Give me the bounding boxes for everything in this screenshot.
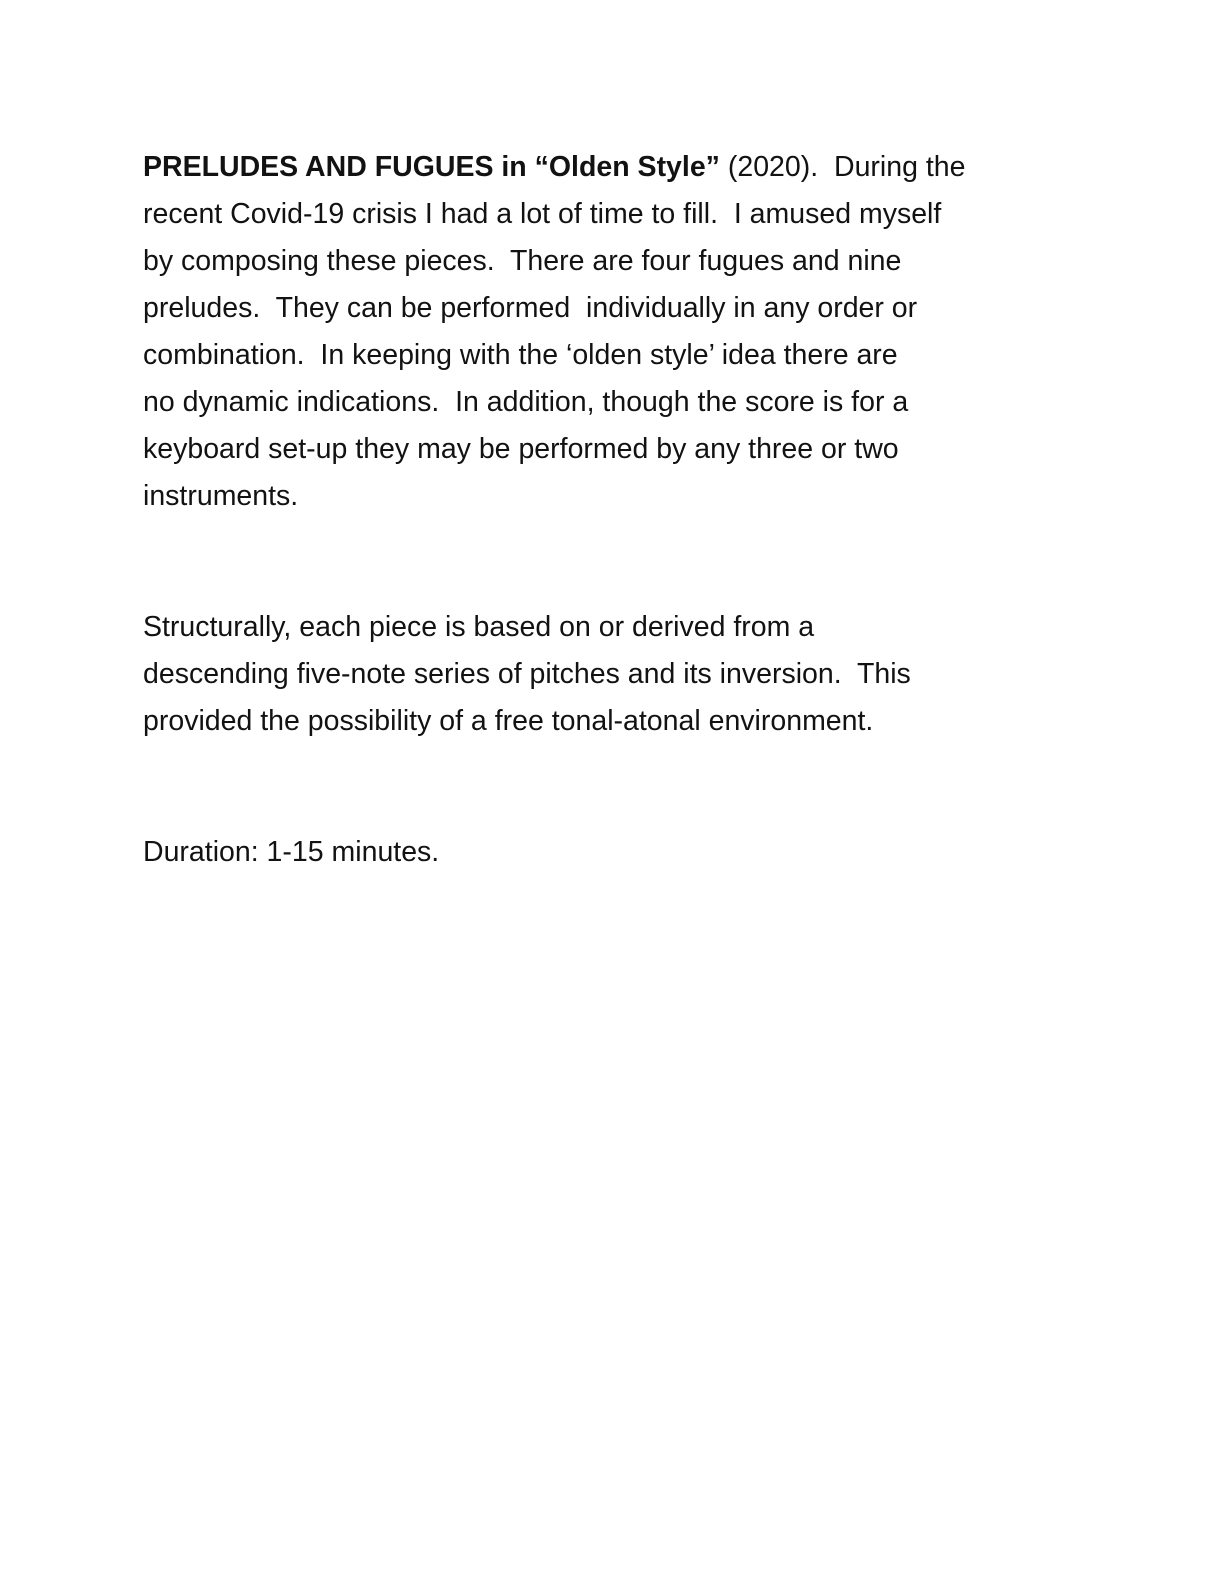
- intro-line-8: instruments.: [143, 480, 299, 512]
- intro-line-4: preludes. They can be performed individually in any order or: [143, 292, 918, 324]
- paragraph-intro: [143, 144, 1074, 520]
- intro-line-3: by composing these pieces. There are four fugues and nine: [143, 245, 902, 277]
- intro-line-7: keyboard set-up they may be performed by any three or two: [143, 433, 899, 465]
- structure-line-2: descending five-note series of pitches and its inversion. This: [143, 658, 911, 690]
- paragraph-duration: [143, 829, 1074, 876]
- intro-line-6: no dynamic indications. In addition, though the score is for a: [143, 386, 909, 418]
- structure-line-1: Structurally, each piece is based on or derived from a: [143, 611, 815, 643]
- intro-line-1: [143, 144, 1074, 191]
- title-bold-run: PRELUDES AND FUGUES in “Olden Style”: [143, 151, 720, 183]
- duration-line: Duration: 1-15 minutes.: [143, 836, 440, 868]
- paragraph-structure: [143, 604, 1074, 745]
- intro-line-2: recent Covid-19 crisis I had a lot of time to fill. I amused myself: [143, 198, 942, 230]
- intro-line-5: combination. In keeping with the ‘olden style’ idea there are: [143, 339, 898, 371]
- title-rest-run: (2020). During the: [719, 151, 966, 183]
- structure-line-3: provided the possibility of a free tonal-atonal environment.: [143, 705, 874, 737]
